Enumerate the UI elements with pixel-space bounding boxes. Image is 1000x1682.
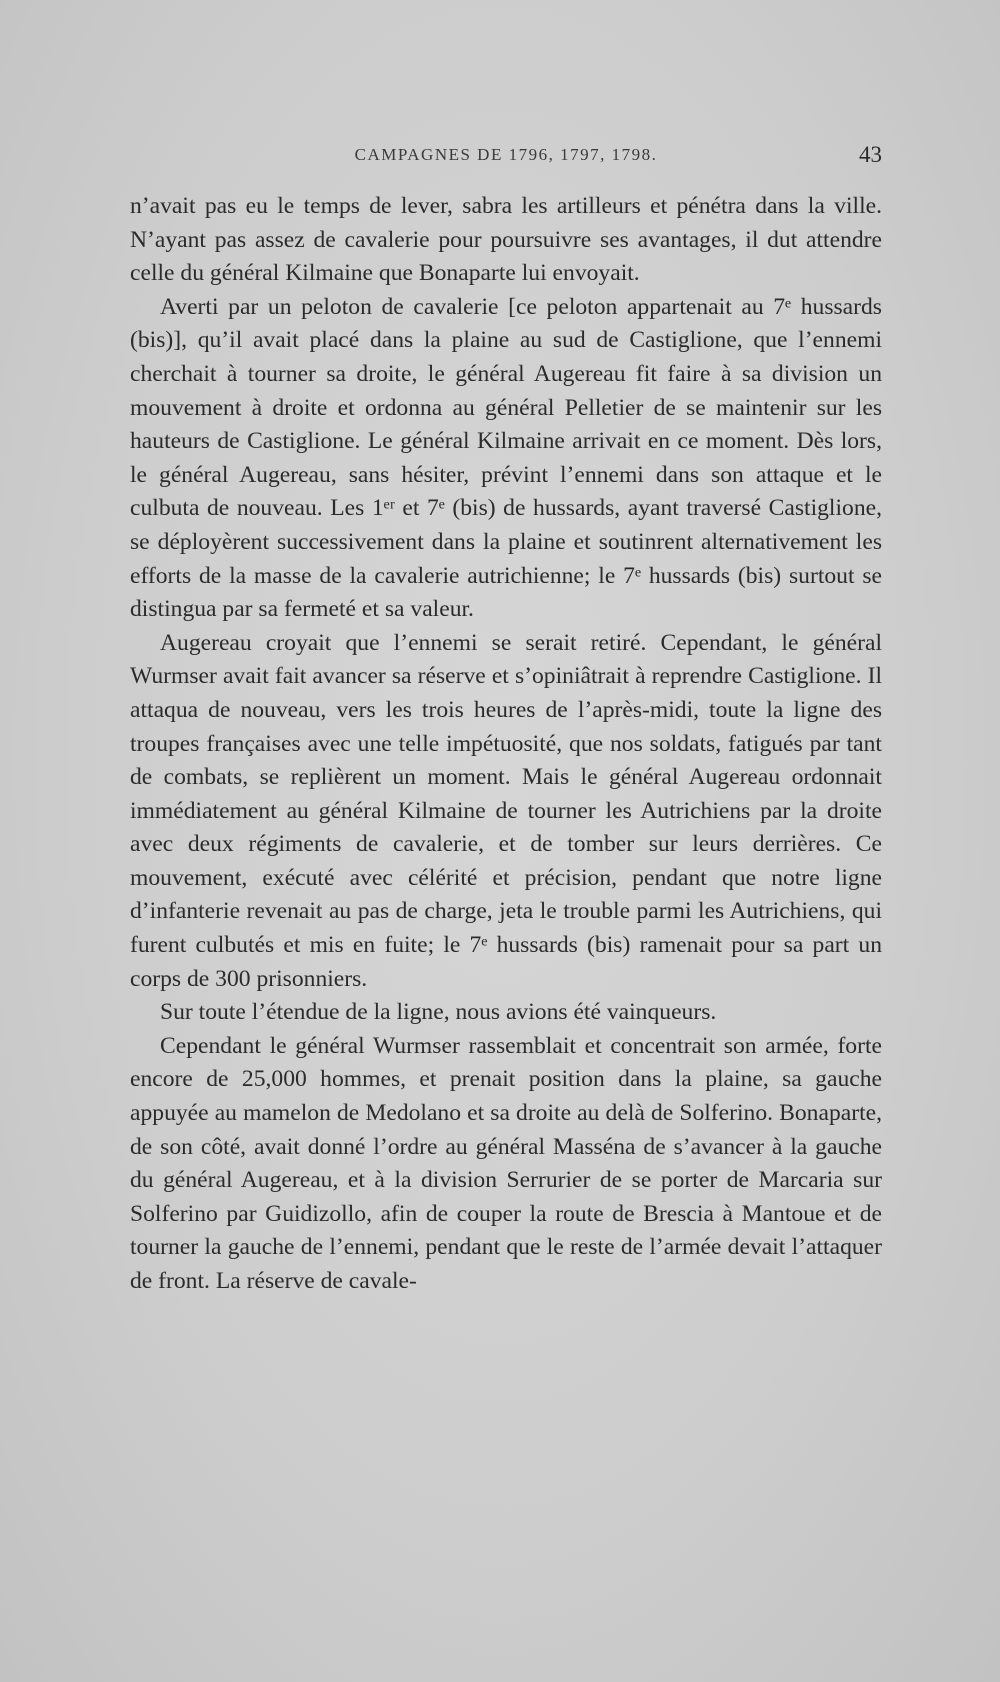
body-text	[130, 190, 882, 1299]
paragraph-5: Cependant le général Wurmser rassemblait et concentrait son armée, forte encore de 25,000 hommes, et prenait position dans la plaine, sa gauche appuyée au mamelon de Medolano et sa droite au delà de Solferino. Bonaparte, de son côté, avait donné l’ordre au général Masséna de s’avancer à la gauche du général Augereau, et à la division Serrurier de se porter de Marcaria sur Solferino par Guidizollo, afin de couper la route de Brescia à Mantoue et de tourner la gauche de l’ennemi, pendant que le reste de l’armée devait l’attaquer de front. La réserve de cavale-	[130, 1032, 882, 1294]
paragraph-4: Sur toute l’étendue de la ligne, nous avions été vainqueurs.	[160, 999, 717, 1026]
paragraph-3: Augereau croyait que l’ennemi se serait retiré. Cependant, le général Wurmser avait fait avancer sa réserve et s’opiniâtrait à reprendre Castiglione. Il attaqua de nouveau, vers les trois heures de l’après-midi, toute la ligne des troupes françaises avec une telle impétuosité, que nos soldats, fatigués par tant de combats, se replièrent un moment. Mais le général Augereau ordonnait immédiatement au général Kilmaine de tourner les Autrichiens par la droite avec deux régiments de cavalerie, et de tomber sur leurs derrières. Ce mouvement, exécuté avec célérité et précision, pendant que notre ligne d’infanterie revenait au pas de charge, jeta le trouble parmi les Autrichiens, qui furent culbutés et mis en fuite; le 7ᵉ hussards (bis) ramenait pour sa part un corps de 300 prisonniers.	[130, 629, 882, 992]
page-number: 43	[859, 142, 882, 167]
running-title: CAMPAGNES DE 1796, 1797, 1798.	[354, 145, 658, 164]
paragraph-1: n’avait pas eu le temps de lever, sabra les artilleurs et pénétra dans la ville. N’ayant pas assez de cavalerie pour poursuivre ses avantages, il dut attendre celle du général Kilmaine que Bonaparte lui envoyait.	[130, 193, 882, 287]
paragraph-2: Averti par un peloton de cavalerie [ce peloton appartenait au 7ᵉ hussards (bis)], qu’il avait placé dans la plaine au sud de Castiglione, que l’ennemi cherchait à tourner sa droite, le général Augereau fit faire à sa division un mouvement à droite et ordonna au général Pelletier de se maintenir sur les hauteurs de Castiglione. Le général Kilmaine arrivait en ce moment. Dès lors, le général Augereau, sans hésiter, prévint l’ennemi dans son attaque et le culbuta de nouveau. Les 1ᵉʳ et 7ᵉ (bis) de hussards, ayant traversé Castiglione, se déployèrent successivement dans la plaine et soutinrent alternativement les efforts de la masse de la cavalerie autrichienne; le 7ᵉ hussards (bis) surtout se distingua par sa fermeté et sa valeur.	[130, 293, 882, 623]
page-header	[130, 140, 882, 170]
